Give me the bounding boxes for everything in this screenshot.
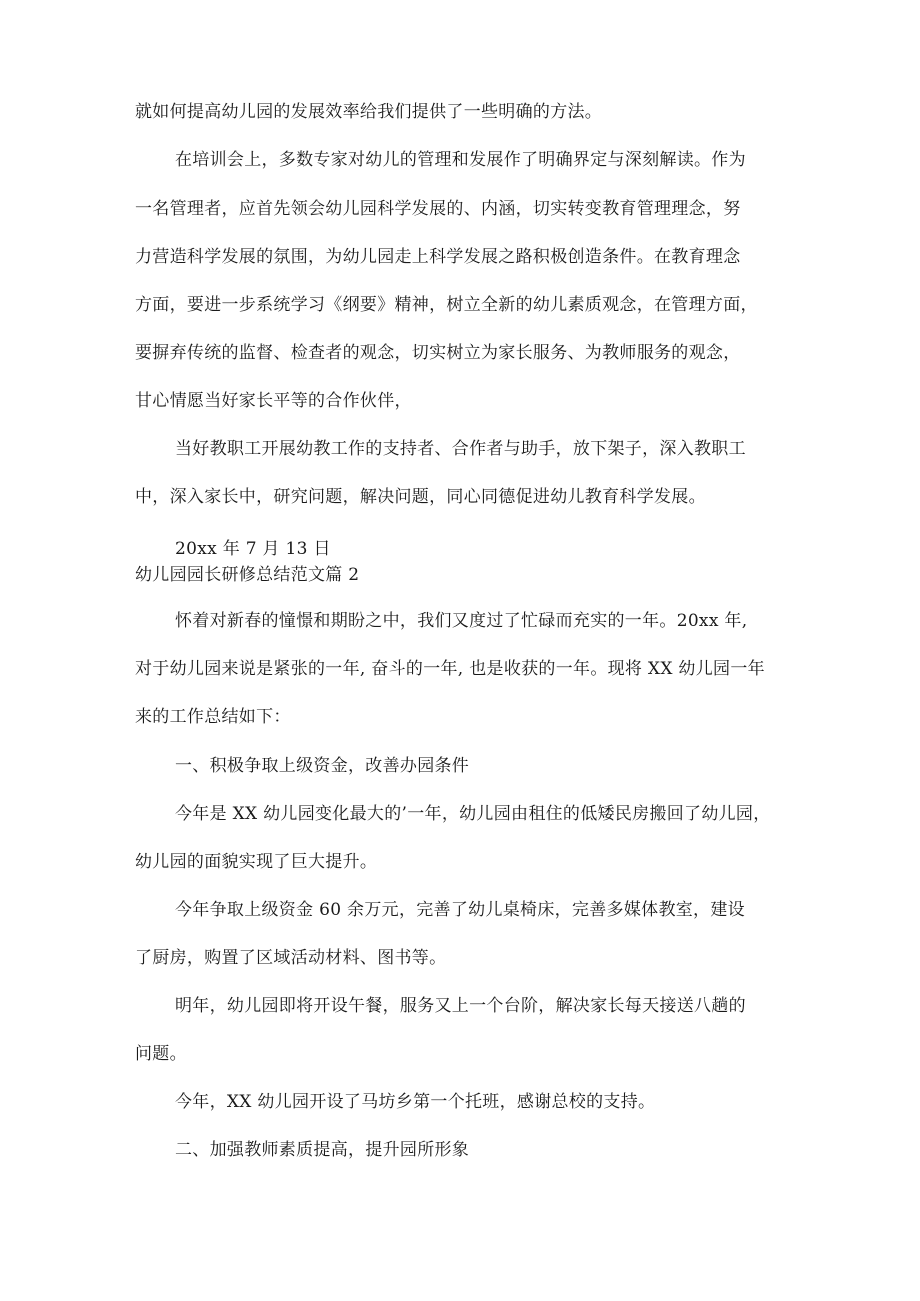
paragraph-start-line: 在培训会上，多数专家对幼儿的管理和发展作了明确界定与深刻解读。作为 [175,150,746,170]
paragraph-start-line: 今年，XX 幼儿园开设了马坊乡第一个托班，感谢总校的支持。 [175,1092,656,1112]
text-line: 甘心情愿当好家长平等的合作伙伴， [135,391,412,411]
text-line: 中，深入家长中，研究问题，解决问题，同心同德促进幼儿教育科学发展。 [135,487,706,507]
paragraph-start-line: 当好教职工开展幼教工作的支持者、合作者与助手，放下架子，深入教职工 [175,439,746,459]
text-line: 力营造科学发展的氛围，为幼儿园走上科学发展之路积极创造条件。在教育理念 [135,247,741,267]
paragraph-start-line: 明年，幼儿园即将开设午餐，服务又上一个台阶，解决家长每天接送八趟的 [175,996,746,1016]
paragraph-start-line: 今年争取上级资金 60 余万元，完善了幼儿桌椅床，完善多媒体教室，建设 [175,900,745,920]
paragraph-start-line: 今年是 XX 幼儿园变化最大的’一年，幼儿园由租住的低矮民房搬回了幼儿园， [175,804,771,824]
subheading: 一、积极争取上级资金，改善办园条件 [175,756,470,776]
text-line: 了厨房，购置了区域活动材料、图书等。 [135,948,447,968]
text-line: 就如何提高幼儿园的发展效率给我们提供了一些明确的方法。 [135,102,603,122]
text-line: 幼儿园的面貌实现了巨大提升。 [135,852,378,872]
subheading: 二、加强教师素质提高，提升园所形象 [175,1140,470,1160]
text-line: 对于幼儿园来说是紧张的一年, 奋斗的一年, 也是收获的一年。现将 XX 幼儿园一年 [135,659,765,679]
text-line: 一名管理者，应首先领会幼儿园科学发展的、内涵，切实转变教育管理理念，努 [135,199,741,219]
text-line: 要摒弃传统的监督、检查者的观念，切实树立为家长服务、为教师服务的观念， [135,343,741,363]
date-line: 20xx 年 7 月 13 日 [175,539,331,559]
section-title: 幼儿园园长研修总结范文篇 2 [135,565,360,585]
text-line: 来的工作总结如下： [135,707,291,727]
text-line: 方面，要进一步系统学习《纲要》精神，树立全新的幼儿素质观念，在管理方面， [135,295,758,315]
text-line: 问题。 [135,1044,187,1064]
paragraph-start-line: 怀着对新春的憧憬和期盼之中，我们又度过了忙碌而充实的一年。20xx 年, [175,611,748,631]
